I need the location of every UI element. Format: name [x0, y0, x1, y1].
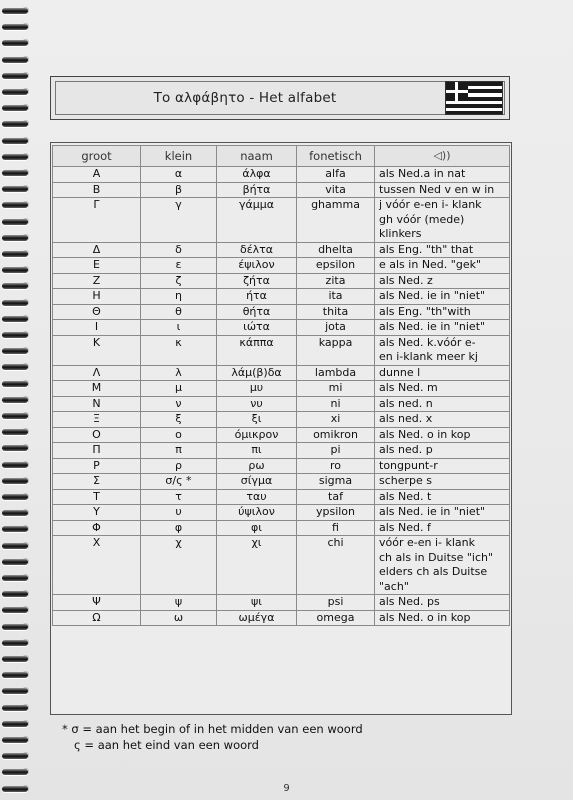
spiral-ring — [2, 591, 28, 597]
table-row — [53, 443, 510, 459]
cell-klein: ε — [141, 258, 217, 274]
spiral-ring — [2, 526, 28, 532]
table-row — [53, 412, 510, 428]
footnote-line-2: ς = aan het eind van een woord — [74, 738, 259, 752]
cell-groot: Μ — [53, 381, 141, 397]
cell-fonetisch: jota — [297, 320, 375, 336]
spiral-ring — [2, 219, 28, 225]
cell-naam: ψι — [217, 595, 297, 611]
cell-naam: όμικρον — [217, 427, 297, 443]
spiral-ring — [2, 57, 28, 63]
cell-naam: ήτα — [217, 289, 297, 305]
spiral-ring — [2, 753, 28, 759]
cell-fonetisch: ghamma — [297, 198, 375, 243]
description-line: elders ch als Duitse — [379, 565, 488, 578]
cell-description — [375, 320, 510, 336]
cell-klein: ι — [141, 320, 217, 336]
cell-naam: ύψιλον — [217, 505, 297, 521]
spiral-ring — [2, 267, 28, 273]
cell-naam: χι — [217, 536, 297, 595]
description-line: als Ned.a in nat — [379, 167, 466, 180]
cell-description — [375, 489, 510, 505]
cell-klein: φ — [141, 520, 217, 536]
cell-klein: κ — [141, 335, 217, 365]
table-row — [53, 198, 510, 243]
cell-klein: ν — [141, 396, 217, 412]
table-row — [53, 273, 510, 289]
cell-description — [375, 505, 510, 521]
cell-groot: Α — [53, 167, 141, 183]
cell-description — [375, 304, 510, 320]
spiral-ring — [2, 105, 28, 111]
cell-klein: ψ — [141, 595, 217, 611]
table-row — [53, 427, 510, 443]
table-row — [53, 242, 510, 258]
cell-klein: η — [141, 289, 217, 305]
cell-groot: Ν — [53, 396, 141, 412]
spiral-ring — [2, 478, 28, 484]
spiral-ring — [2, 332, 28, 338]
description-line: als Ned. m — [379, 381, 438, 394]
cell-groot: Π — [53, 443, 141, 459]
cell-groot: Σ — [53, 474, 141, 490]
description-line: ch als in Duitse "ich" — [379, 550, 494, 564]
cell-naam: δέλτα — [217, 242, 297, 258]
table-row — [53, 474, 510, 490]
table-row — [53, 505, 510, 521]
cell-naam: νυ — [217, 396, 297, 412]
cell-klein: ω — [141, 610, 217, 626]
cell-naam: λάμ(β)δα — [217, 365, 297, 381]
cell-groot: Ο — [53, 427, 141, 443]
cell-groot: Ρ — [53, 458, 141, 474]
cell-klein: υ — [141, 505, 217, 521]
cell-description — [375, 167, 510, 183]
cell-description — [375, 396, 510, 412]
table-header-row — [53, 146, 510, 167]
cell-description — [375, 242, 510, 258]
table-row — [53, 595, 510, 611]
header-klein: klein — [141, 146, 217, 167]
spiral-ring — [2, 202, 28, 208]
cell-klein: ξ — [141, 412, 217, 428]
spiral-ring — [2, 494, 28, 500]
spiral-ring — [2, 40, 28, 46]
cell-description — [375, 610, 510, 626]
cell-fonetisch: omega — [297, 610, 375, 626]
spiral-ring — [2, 413, 28, 419]
spiral-ring — [2, 316, 28, 322]
cell-fonetisch: lambda — [297, 365, 375, 381]
cell-klein: θ — [141, 304, 217, 320]
description-line: als ned. x — [379, 412, 433, 425]
description-line: als Eng. "th"with — [379, 304, 471, 318]
spiral-ring — [2, 429, 28, 435]
cell-klein: ο — [141, 427, 217, 443]
cell-klein: λ — [141, 365, 217, 381]
cell-description — [375, 412, 510, 428]
cell-fonetisch: pi — [297, 443, 375, 459]
description-line: als Ned. ie in "niet" — [379, 289, 486, 302]
table-row — [53, 489, 510, 505]
cell-groot: Δ — [53, 242, 141, 258]
spiral-ring — [2, 721, 28, 727]
cell-naam: μυ — [217, 381, 297, 397]
description-line: als Ned. o in kop — [379, 427, 471, 441]
cell-naam: άλφα — [217, 167, 297, 183]
description-line: tongpunt-r — [379, 458, 438, 472]
spiral-ring — [2, 138, 28, 144]
cell-klein: α — [141, 167, 217, 183]
table-row — [53, 258, 510, 274]
spiral-ring — [2, 705, 28, 711]
table-row — [53, 536, 510, 595]
cell-klein: ρ — [141, 458, 217, 474]
description-line: en i-klank meer kj — [379, 350, 478, 363]
cell-naam: πι — [217, 443, 297, 459]
cell-groot: Θ — [53, 304, 141, 320]
cell-description — [375, 595, 510, 611]
cell-fonetisch: taf — [297, 489, 375, 505]
cell-fonetisch: ni — [297, 396, 375, 412]
cell-groot: Ψ — [53, 595, 141, 611]
spiral-ring — [2, 121, 28, 127]
table-row — [53, 458, 510, 474]
cell-klein: δ — [141, 242, 217, 258]
spiral-ring — [2, 8, 28, 14]
cell-fonetisch: ita — [297, 289, 375, 305]
cell-fonetisch: ro — [297, 458, 375, 474]
cell-groot: Ξ — [53, 412, 141, 428]
spiral-ring — [2, 462, 28, 468]
spiral-ring — [2, 251, 28, 257]
spiral-ring — [2, 348, 28, 354]
cell-fonetisch: vita — [297, 182, 375, 198]
spiral-ring — [2, 640, 28, 646]
cell-groot: Τ — [53, 489, 141, 505]
cell-naam: βήτα — [217, 182, 297, 198]
cell-naam: φι — [217, 520, 297, 536]
description-line: als Ned. ie in "niet" — [379, 320, 486, 333]
spiral-ring — [2, 737, 28, 743]
spiral-ring — [2, 769, 28, 775]
spiral-binding — [0, 0, 34, 800]
spiral-ring — [2, 607, 28, 613]
cell-description — [375, 365, 510, 381]
cell-fonetisch: epsilon — [297, 258, 375, 274]
description-line: vóór e-en i- klank — [379, 536, 475, 549]
cell-fonetisch: mi — [297, 381, 375, 397]
spiral-ring — [2, 672, 28, 678]
description-line: als Ned. t — [379, 489, 432, 503]
page-number: 9 — [283, 783, 290, 794]
spiral-ring — [2, 154, 28, 160]
cell-fonetisch: sigma — [297, 474, 375, 490]
cell-description — [375, 427, 510, 443]
spiral-ring — [2, 235, 28, 241]
cell-groot: Ι — [53, 320, 141, 336]
spiral-ring — [2, 73, 28, 79]
cell-naam: κάππα — [217, 335, 297, 365]
spiral-ring — [2, 89, 28, 95]
spiral-ring — [2, 170, 28, 176]
description-line: j vóór e-en i- klank — [379, 198, 482, 211]
description-line: scherpe s — [379, 474, 433, 487]
cell-description — [375, 536, 510, 595]
table-row — [53, 320, 510, 336]
footnote-line-1: * σ = aan het begin of in het midden van een woord — [62, 722, 363, 736]
cell-groot: Υ — [53, 505, 141, 521]
spiral-ring — [2, 688, 28, 694]
cell-fonetisch: ypsilon — [297, 505, 375, 521]
cell-klein: γ — [141, 198, 217, 243]
cell-klein: π — [141, 443, 217, 459]
cell-fonetisch: omikron — [297, 427, 375, 443]
table-row — [53, 304, 510, 320]
cell-klein: μ — [141, 381, 217, 397]
cell-naam: θήτα — [217, 304, 297, 320]
cell-groot: Η — [53, 289, 141, 305]
cell-description — [375, 443, 510, 459]
speaker-icon: ◁)) — [433, 149, 451, 163]
spiral-ring — [2, 300, 28, 306]
cell-fonetisch: psi — [297, 595, 375, 611]
cell-naam: ξι — [217, 412, 297, 428]
cell-groot: Ω — [53, 610, 141, 626]
cell-naam: ιώτα — [217, 320, 297, 336]
cell-klein: σ/ς * — [141, 474, 217, 490]
spiral-ring — [2, 559, 28, 565]
cell-groot: Φ — [53, 520, 141, 536]
cell-naam: ρω — [217, 458, 297, 474]
cell-groot: Ε — [53, 258, 141, 274]
header-naam: naam — [217, 146, 297, 167]
cell-description — [375, 273, 510, 289]
spiral-ring — [2, 656, 28, 662]
cell-naam: έψιλον — [217, 258, 297, 274]
description-line: als Ned. o in kop — [379, 610, 471, 624]
spiral-ring — [2, 510, 28, 516]
cell-klein: τ — [141, 489, 217, 505]
cell-fonetisch: thita — [297, 304, 375, 320]
cell-description — [375, 198, 510, 243]
cell-fonetisch: zita — [297, 273, 375, 289]
cell-description — [375, 182, 510, 198]
description-line: dunne l — [379, 365, 421, 379]
description-line: gh vóór (mede) — [379, 212, 465, 226]
description-line: tussen Ned v en w in — [379, 182, 495, 196]
spiral-ring — [2, 186, 28, 192]
table-row — [53, 182, 510, 198]
cell-naam: σίγμα — [217, 474, 297, 490]
description-line: als Ned. ie in "niet" — [379, 505, 486, 518]
cell-klein: ζ — [141, 273, 217, 289]
cell-fonetisch: chi — [297, 536, 375, 595]
footnote — [62, 721, 363, 753]
description-line: als Ned. f — [379, 520, 431, 534]
cell-fonetisch: fi — [297, 520, 375, 536]
cell-fonetisch: alfa — [297, 167, 375, 183]
cell-description — [375, 520, 510, 536]
cell-fonetisch: dhelta — [297, 242, 375, 258]
cell-fonetisch: xi — [297, 412, 375, 428]
cell-groot: Γ — [53, 198, 141, 243]
table-row — [53, 335, 510, 365]
table-row — [53, 365, 510, 381]
cell-groot: Χ — [53, 536, 141, 595]
cell-description — [375, 289, 510, 305]
spiral-ring — [2, 575, 28, 581]
table-row — [53, 610, 510, 626]
header-speaker — [375, 146, 510, 167]
description-line: als ned. p — [379, 443, 433, 456]
cell-groot: Λ — [53, 365, 141, 381]
description-line: als Ned. z — [379, 273, 433, 287]
spiral-ring — [2, 397, 28, 403]
cell-groot: Κ — [53, 335, 141, 365]
cell-description — [375, 458, 510, 474]
table-row — [53, 520, 510, 536]
table-row — [53, 289, 510, 305]
description-line: "ach" — [379, 579, 409, 593]
spiral-ring — [2, 543, 28, 549]
spiral-ring — [2, 445, 28, 451]
cell-description — [375, 335, 510, 365]
table-row — [53, 396, 510, 412]
description-line: als Ned. k.vóór e- — [379, 335, 476, 349]
description-line: e als in Ned. "gek" — [379, 258, 482, 271]
cell-groot: Β — [53, 182, 141, 198]
cell-naam: ταυ — [217, 489, 297, 505]
description-line: klinkers — [379, 227, 422, 240]
cell-naam: γάμμα — [217, 198, 297, 243]
greek-flag-icon — [445, 81, 503, 115]
cell-naam: ωμέγα — [217, 610, 297, 626]
cell-description — [375, 381, 510, 397]
cell-naam: ζήτα — [217, 273, 297, 289]
description-line: als Ned. ps — [379, 595, 440, 608]
spiral-ring — [2, 381, 28, 387]
header-groot: groot — [53, 146, 141, 167]
cell-klein: β — [141, 182, 217, 198]
cell-fonetisch: kappa — [297, 335, 375, 365]
cell-klein: χ — [141, 536, 217, 595]
table-row — [53, 381, 510, 397]
alphabet-table — [52, 145, 510, 626]
spiral-ring — [2, 364, 28, 370]
spiral-ring — [2, 24, 28, 30]
cell-description — [375, 258, 510, 274]
table-row — [53, 167, 510, 183]
cell-description — [375, 474, 510, 490]
header-fonetisch: fonetisch — [297, 146, 375, 167]
description-line: als Eng. "th" that — [379, 242, 474, 256]
cell-groot: Ζ — [53, 273, 141, 289]
title-box — [50, 76, 510, 120]
description-line: als ned. n — [379, 396, 433, 410]
spiral-ring — [2, 624, 28, 630]
page-title: Το αλφάβητο - Het alfabet — [153, 90, 337, 106]
spiral-ring — [2, 283, 28, 289]
